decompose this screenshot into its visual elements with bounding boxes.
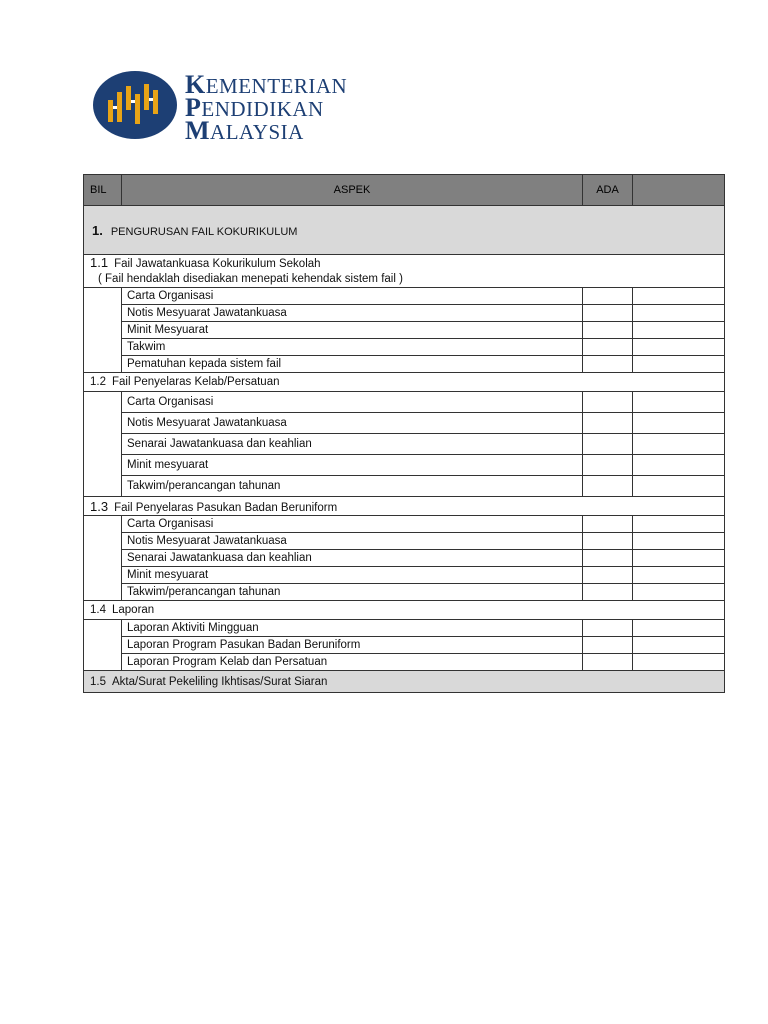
header-extra xyxy=(633,175,725,206)
ada-checkbox-cell[interactable] xyxy=(583,356,633,373)
kpm-emblem-icon xyxy=(92,70,178,140)
item-label: Carta Organisasi xyxy=(122,516,583,533)
ada-checkbox-cell[interactable] xyxy=(583,516,633,533)
item-label: Laporan Program Kelab dan Persatuan xyxy=(122,654,583,671)
checklist-item-row xyxy=(84,322,725,339)
item-label: Senarai Jawatankuasa dan keahlian xyxy=(122,434,583,455)
checklist-item-row xyxy=(84,476,725,497)
item-label: Carta Organisasi xyxy=(122,288,583,305)
checklist-item-row xyxy=(84,654,725,671)
ada-checkbox-cell[interactable] xyxy=(583,322,633,339)
ada-checkbox-cell[interactable] xyxy=(583,305,633,322)
logo-line-3: MALAYSIA xyxy=(185,116,304,145)
group-header-cell xyxy=(84,601,725,620)
kpm-wordmark xyxy=(185,70,348,145)
checklist-item-row xyxy=(84,620,725,637)
notes-cell[interactable] xyxy=(633,434,725,455)
group-header-cell xyxy=(84,497,725,516)
checklist-item-row xyxy=(84,550,725,567)
header-bil: BIL xyxy=(84,175,122,206)
checklist-item-row xyxy=(84,533,725,550)
section-number: 1. xyxy=(92,222,103,238)
checklist-item-row xyxy=(84,567,725,584)
notes-cell[interactable] xyxy=(633,339,725,356)
checklist-item-row xyxy=(84,637,725,654)
checklist-item-row xyxy=(84,392,725,413)
header-aspek: ASPEK xyxy=(122,175,583,206)
item-label: Notis Mesyuarat Jawatankuasa xyxy=(122,533,583,550)
notes-cell[interactable] xyxy=(633,392,725,413)
notes-cell[interactable] xyxy=(633,637,725,654)
header-ada: ADA xyxy=(583,175,633,206)
bil-cell xyxy=(84,516,122,601)
item-label: Laporan Aktiviti Mingguan xyxy=(122,620,583,637)
item-label: Takwim/perancangan tahunan xyxy=(122,476,583,497)
logo-line-2: PENDIDIKAN xyxy=(185,93,324,122)
checklist-table xyxy=(83,174,725,693)
item-label: Laporan Program Pasukan Badan Beruniform xyxy=(122,637,583,654)
group-header-row xyxy=(84,255,725,288)
item-label: Minit mesyuarat xyxy=(122,567,583,584)
checklist-item-row xyxy=(84,305,725,322)
group-title: Fail Jawatankuasa Kokurikulum Sekolah xyxy=(114,258,321,270)
ada-checkbox-cell[interactable] xyxy=(583,533,633,550)
ada-checkbox-cell[interactable] xyxy=(583,339,633,356)
bil-cell xyxy=(84,288,122,373)
ada-checkbox-cell[interactable] xyxy=(583,550,633,567)
checklist-item-row xyxy=(84,413,725,434)
notes-cell[interactable] xyxy=(633,516,725,533)
notes-cell[interactable] xyxy=(633,413,725,434)
final-group-number: 1.5 xyxy=(90,675,106,688)
item-label: Minit Mesyuarat xyxy=(122,322,583,339)
table-header-row xyxy=(84,175,725,206)
bil-cell xyxy=(84,620,122,671)
ada-checkbox-cell[interactable] xyxy=(583,288,633,305)
notes-cell[interactable] xyxy=(633,567,725,584)
checklist-item-row xyxy=(84,339,725,356)
ada-checkbox-cell[interactable] xyxy=(583,567,633,584)
group-number: 1.3 xyxy=(90,498,109,514)
final-group-row xyxy=(84,671,725,693)
logo-line-1: KEMENTERIAN xyxy=(185,70,348,99)
ada-checkbox-cell[interactable] xyxy=(583,584,633,601)
item-label: Notis Mesyuarat Jawatankuasa xyxy=(122,413,583,434)
group-title: Laporan xyxy=(112,604,155,616)
notes-cell[interactable] xyxy=(633,455,725,476)
group-note: ( Fail hendaklah disediakan menepati kehendak sistem fail ) xyxy=(98,273,403,285)
ada-checkbox-cell[interactable] xyxy=(583,620,633,637)
ada-checkbox-cell[interactable] xyxy=(583,654,633,671)
group-number: 1.2 xyxy=(90,376,106,388)
item-label: Minit mesyuarat xyxy=(122,455,583,476)
item-label: Takwim xyxy=(122,339,583,356)
notes-cell[interactable] xyxy=(633,620,725,637)
bil-cell xyxy=(84,392,122,497)
item-label: Notis Mesyuarat Jawatankuasa xyxy=(122,305,583,322)
notes-cell[interactable] xyxy=(633,550,725,567)
group-number: 1.4 xyxy=(90,604,106,616)
checklist-item-row xyxy=(84,288,725,305)
item-label: Carta Organisasi xyxy=(122,392,583,413)
final-group-title: Akta/Surat Pekeliling Ikhtisas/Surat Siaran xyxy=(112,675,328,688)
notes-cell[interactable] xyxy=(633,305,725,322)
checklist-item-row xyxy=(84,584,725,601)
item-label: Takwim/perancangan tahunan xyxy=(122,584,583,601)
notes-cell[interactable] xyxy=(633,288,725,305)
group-title: Fail Penyelaras Pasukan Badan Beruniform xyxy=(114,501,338,514)
section-title: PENGURUSAN FAIL KOKURIKULUM xyxy=(110,225,298,238)
checklist-item-row xyxy=(84,356,725,373)
section-cell xyxy=(84,206,725,255)
notes-cell[interactable] xyxy=(633,584,725,601)
group-header-cell xyxy=(84,373,725,392)
ada-checkbox-cell[interactable] xyxy=(583,637,633,654)
ada-checkbox-cell[interactable] xyxy=(583,413,633,434)
notes-cell[interactable] xyxy=(633,654,725,671)
ada-checkbox-cell[interactable] xyxy=(583,434,633,455)
group-header-cell xyxy=(84,255,725,288)
section-row xyxy=(84,206,725,255)
notes-cell[interactable] xyxy=(633,533,725,550)
notes-cell[interactable] xyxy=(633,356,725,373)
group-header-row xyxy=(84,373,725,392)
group-header-row xyxy=(84,497,725,516)
notes-cell[interactable] xyxy=(633,322,725,339)
ada-checkbox-cell[interactable] xyxy=(583,392,633,413)
kpm-logo xyxy=(92,70,392,145)
checklist-item-row xyxy=(84,516,725,533)
ada-checkbox-cell[interactable] xyxy=(583,476,633,497)
group-header-row xyxy=(84,601,725,620)
final-group-cell xyxy=(84,671,725,693)
item-label: Pematuhan kepada sistem fail xyxy=(122,356,583,373)
ada-checkbox-cell[interactable] xyxy=(583,455,633,476)
group-title: Fail Penyelaras Kelab/Persatuan xyxy=(112,376,280,388)
group-number: 1.1 xyxy=(90,255,109,270)
checklist-item-row xyxy=(84,434,725,455)
checklist-item-row xyxy=(84,455,725,476)
notes-cell[interactable] xyxy=(633,476,725,497)
item-label: Senarai Jawatankuasa dan keahlian xyxy=(122,550,583,567)
